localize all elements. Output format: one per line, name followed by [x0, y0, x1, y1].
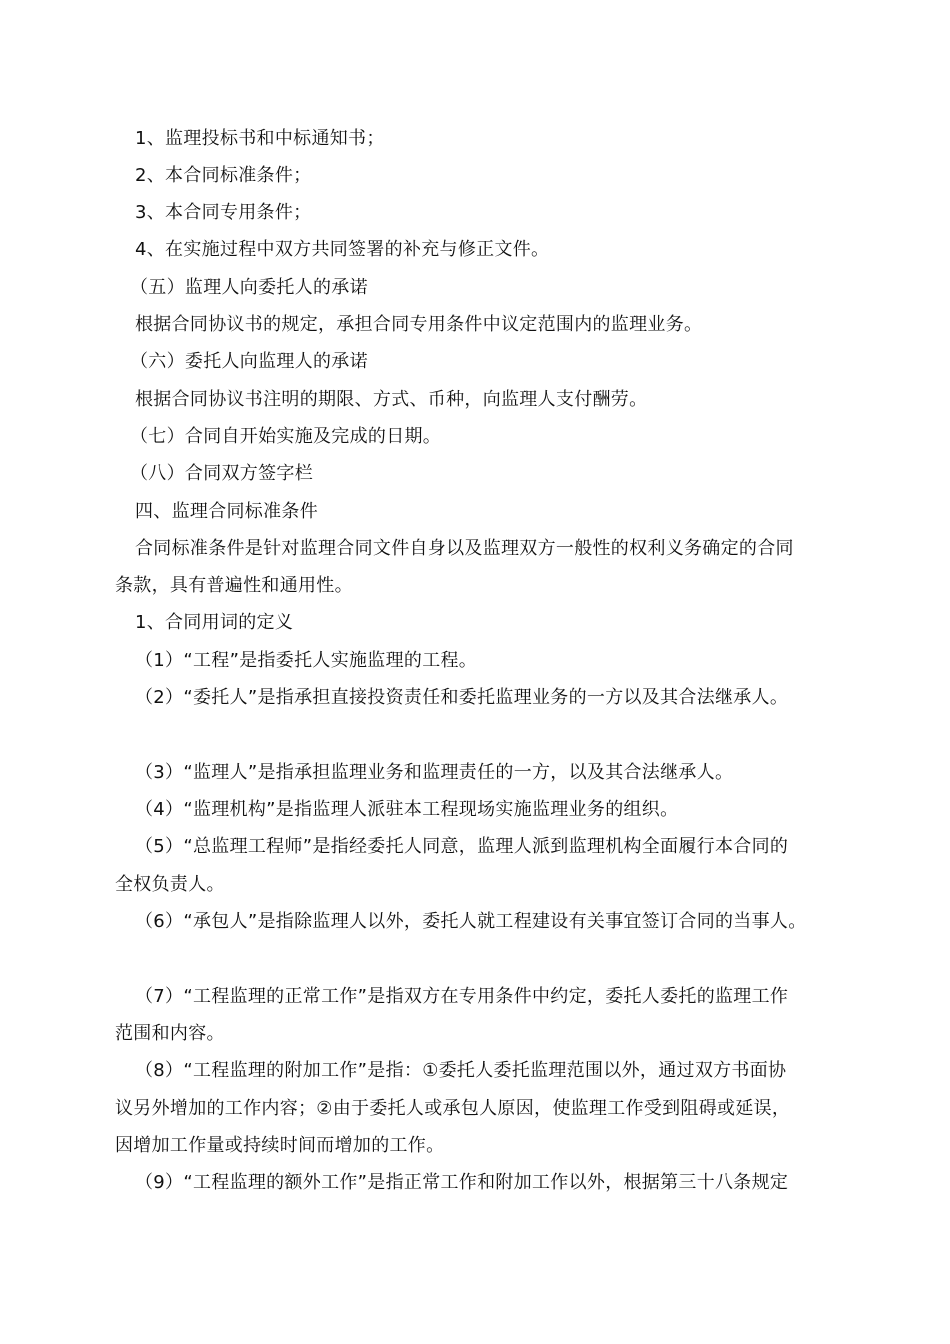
definition-item-7-line-1: （7）“工程监理的正常工作”是指双方在专用条件中约定，委托人委托的监理工作 [135, 986, 789, 1007]
paragraph-client-commitment: 根据合同协议书注明的期限、方式、币种，向监理人支付酬劳。 [135, 389, 648, 410]
list-item-supplement-documents: 4、在实施过程中双方共同签署的补充与修正文件。 [135, 239, 550, 260]
definition-item-5-line-1: （5）“总监理工程师”是指经委托人同意，监理人派到监理机构全面履行本合同的 [135, 836, 789, 857]
definition-item-5-line-2: 全权负责人。 [115, 874, 225, 895]
definition-item-8-line-1: （8）“工程监理的附加工作”是指：①委托人委托监理范围以外，通过双方书面协 [135, 1060, 787, 1081]
definition-item-3: （3）“监理人”是指承担监理业务和监理责任的一方，以及其合法继承人。 [135, 762, 734, 783]
definition-item-8-line-2: 议另外增加的工作内容；②由于委托人或承包人原因，使监理工作受到阻碍或延误， [115, 1098, 791, 1119]
definition-item-9-line-1: （9）“工程监理的额外工作”是指正常工作和附加工作以外，根据第三十八条规定 [135, 1172, 789, 1193]
section-heading-supervisor-commitment: （五）监理人向委托人的承诺 [130, 277, 368, 298]
definition-item-2: （2）“委托人”是指承担直接投资责任和委托监理业务的一方以及其合法继承人。 [135, 687, 789, 708]
definition-item-4: （4）“监理机构”是指监理人派驻本工程现场实施监理业务的组织。 [135, 799, 679, 820]
section-heading-client-commitment: （六）委托人向监理人的承诺 [130, 351, 368, 372]
list-item-standard-conditions: 2、本合同标准条件； [135, 165, 312, 186]
list-item-bid-documents: 1、监理投标书和中标通知书； [135, 128, 385, 149]
definition-item-1: （1）“工程”是指委托人实施监理的工程。 [135, 650, 478, 671]
definition-item-7-line-2: 范围和内容。 [115, 1023, 225, 1044]
subheading-term-definitions: 1、合同用词的定义 [135, 612, 294, 633]
paragraph-standard-conditions-line-1: 合同标准条件是针对监理合同文件自身以及监理双方一般性的权利义务确定的合同 [135, 538, 794, 559]
definition-item-6: （6）“承包人”是指除监理人以外，委托人就工程建设有关事宜签订合同的当事人。 [135, 911, 807, 932]
paragraph-standard-conditions-line-2: 条款，具有普遍性和通用性。 [115, 575, 353, 596]
list-item-special-conditions: 3、本合同专用条件； [135, 202, 312, 223]
paragraph-supervisor-commitment: 根据合同协议书的规定，承担合同专用条件中议定范围内的监理业务。 [135, 314, 703, 335]
chapter-heading-standard-conditions: 四、监理合同标准条件 [135, 501, 318, 522]
section-heading-contract-dates: （七）合同自开始实施及完成的日期。 [130, 426, 442, 447]
definition-item-8-line-3: 因增加工作量或持续时间而增加的工作。 [115, 1135, 445, 1156]
section-heading-signature-block: （八）合同双方签字栏 [130, 463, 313, 484]
